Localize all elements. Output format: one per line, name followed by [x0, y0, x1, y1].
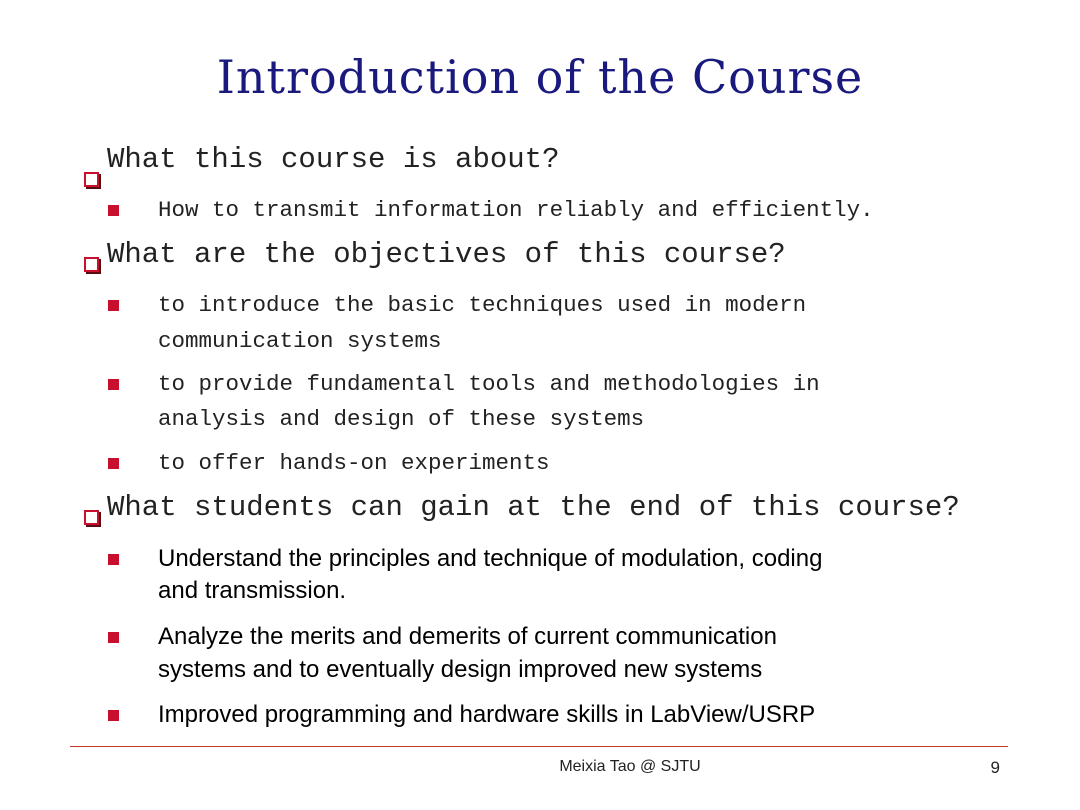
- bullet-point-line: How to transmit information reliably and efficiently.: [158, 197, 874, 223]
- bullet-point-line: and transmission.: [158, 577, 347, 604]
- solid-square-bullet-icon: [108, 632, 119, 643]
- solid-square-bullet-icon: [108, 458, 119, 469]
- slide-title: Introduction of the Course: [216, 50, 864, 104]
- bullet-point-line: Improved programming and hardware skills in LabView/USRP: [158, 701, 816, 728]
- solid-square-bullet-icon: [108, 379, 119, 390]
- solid-square-bullet-icon: [108, 710, 119, 721]
- section-heading: What students can gain at the end of this course?: [107, 491, 960, 524]
- solid-square-bullet-icon: [108, 300, 119, 311]
- footer-divider: [70, 746, 1008, 747]
- bullet-point-line: communication systems: [158, 328, 442, 354]
- hollow-square-bullet-icon: [84, 172, 99, 187]
- solid-square-bullet-icon: [108, 205, 119, 216]
- hollow-square-bullet-icon: [84, 257, 99, 272]
- bullet-point-line: to provide fundamental tools and methodologies in: [158, 371, 820, 397]
- hollow-square-bullet-icon: [84, 510, 99, 525]
- bullet-point-line: analysis and design of these systems: [158, 406, 645, 432]
- bullet-point-line: Analyze the merits and demerits of current communication: [158, 623, 777, 650]
- bullet-point-line: systems and to eventually design improved new systems: [158, 656, 763, 683]
- solid-square-bullet-icon: [108, 554, 119, 565]
- bullet-point-line: Understand the principles and technique of modulation, coding: [158, 545, 823, 572]
- section-heading: What are the objectives of this course?: [107, 238, 786, 271]
- footer-author: Meixia Tao @ SJTU: [559, 758, 701, 775]
- bullet-point-line: to introduce the basic techniques used in modern: [158, 292, 807, 318]
- page-number: 9: [990, 758, 1000, 777]
- section-heading: What this course is about?: [107, 143, 560, 176]
- bullet-point-line: to offer hands-on experiments: [158, 450, 550, 476]
